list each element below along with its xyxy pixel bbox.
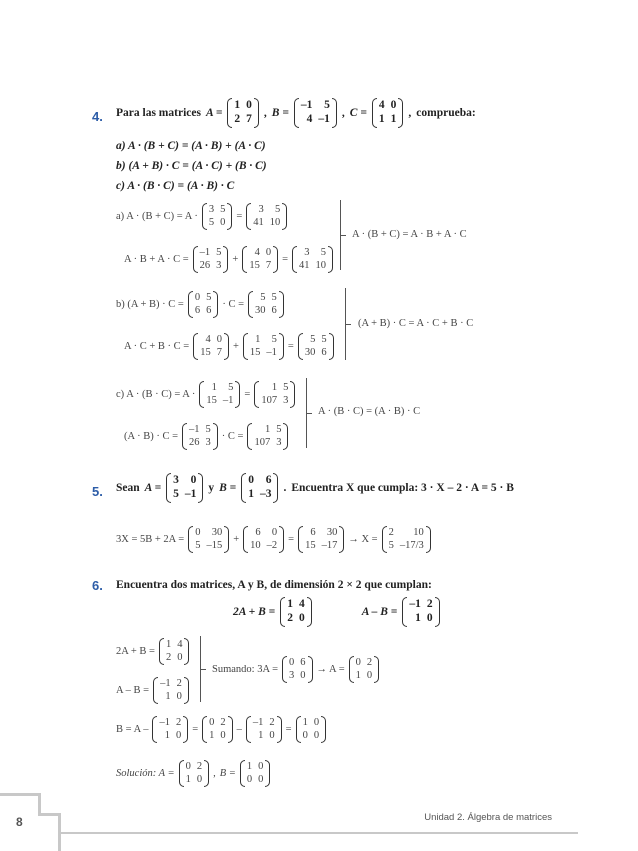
matrix-cell: 1 <box>264 424 271 435</box>
result-c: A · (B · C) = (A · B) · C <box>318 406 421 417</box>
matrix-cell: 2 <box>175 717 182 728</box>
matrix-cell: 0 <box>246 773 253 785</box>
matrix-cell: –15 <box>206 539 223 551</box>
matrix-cell: 1 <box>287 598 293 610</box>
matrix-cell: 4 <box>254 247 260 258</box>
matrix-cell: –1 <box>160 678 171 689</box>
matrix-cell: 1 <box>211 382 217 393</box>
matrix-cell: 15 <box>206 394 217 406</box>
matrix-cell: 0 <box>196 773 203 785</box>
matrix-cell: –17 <box>321 539 338 551</box>
matrix-B <box>241 474 278 502</box>
matrix-cell: 3 <box>216 259 222 271</box>
footer-decoration <box>38 813 60 816</box>
matrix-cell: 0 <box>271 527 278 538</box>
matrix-cell: 0 <box>355 657 361 668</box>
matrix-cell: 5 <box>310 334 316 345</box>
matrix-A <box>227 99 259 127</box>
matrix-cell: 5 <box>321 334 327 345</box>
matrix-cell: 1 <box>165 690 171 702</box>
matrix-cell: 1 <box>355 669 361 681</box>
matrix-cell: –1 <box>199 247 211 258</box>
matrix <box>298 334 334 359</box>
matrix-A <box>179 761 210 786</box>
matrix-cell: 0 <box>248 474 254 486</box>
matrix-cell: 30 <box>255 304 266 316</box>
sum-arrow: → A = <box>316 664 345 676</box>
matrix-cell: 0 <box>366 669 373 681</box>
matrix-cell: 30 <box>326 527 338 538</box>
matrix-cell: 0 <box>220 729 226 741</box>
matrix-cell: 0 <box>176 690 182 702</box>
matrix-cell: 4 <box>177 639 183 650</box>
matrix-cell: –1 <box>318 112 330 125</box>
brace-a <box>340 200 341 270</box>
matrix-cell: 3 <box>289 669 295 681</box>
solution-a-lhs2: A · B + A · C = <box>124 254 189 266</box>
matrix-cell: 0 <box>313 729 320 741</box>
matrix <box>280 598 312 626</box>
matrix-cell: 4 <box>205 334 211 345</box>
solution-a-line2: A · B + A · C = –1 5 26 3 + 4 0 15 7 = 3 5 41 10 <box>124 247 333 272</box>
matrix-cell: 107 <box>254 436 271 448</box>
solution-c-line1: c) A · (B · C) = A · 1 5 15 –1 = 1 5 107 3 <box>116 382 295 407</box>
matrix-A <box>166 474 203 502</box>
solution-b-mid: · C = <box>222 299 245 311</box>
matrix-cell: 10 <box>250 539 261 551</box>
b-lhs: B = A – <box>116 724 149 736</box>
eq1-label: 2A + B = <box>233 605 276 618</box>
matrix-cell: 7 <box>216 346 222 358</box>
solution-a-lhs: a) A · (B + C) = A · <box>116 211 198 223</box>
matrix-cell: 7 <box>246 112 252 125</box>
unit-title: Unidad 2. Álgebra de matrices <box>424 812 552 823</box>
problem-5-number: 5. <box>92 484 103 499</box>
system-eq1: 2A + B = <box>116 646 155 658</box>
matrix-cell: 6 <box>300 657 306 668</box>
matrix-cell: 10 <box>413 527 424 538</box>
matrix-cell: 0 <box>302 729 308 741</box>
result-a: A · (B + C) = A · B + A · C <box>352 229 467 240</box>
matrix-cell: –1 <box>184 487 197 500</box>
problem-4-number: 4. <box>92 109 103 124</box>
solution-line: Solución: A = 0 2 1 0 , B = 1 0 0 0 <box>116 761 270 786</box>
sum-label: Sumando: 3A = <box>212 664 279 676</box>
matrix-cell: 3 <box>173 474 179 486</box>
matrix-cell: 0 <box>269 729 275 741</box>
brace-b <box>345 288 346 360</box>
matrix-cell: 5 <box>271 292 277 303</box>
matrix-cell: –3 <box>259 487 272 500</box>
eq2-label: A – B = <box>361 605 398 618</box>
matrix-cell: 0 <box>258 773 264 785</box>
matrix <box>182 424 218 449</box>
problem-5-y: y <box>208 481 215 494</box>
matrix <box>254 382 295 407</box>
problem-5-arrow: → X = <box>348 534 378 546</box>
system-eq2: A – B = <box>116 685 150 697</box>
matrix-cell: 5 <box>220 204 226 215</box>
matrix-cell: 0 <box>220 216 226 228</box>
solution-b-line1 <box>116 292 284 317</box>
matrix-cell: 5 <box>388 539 394 551</box>
matrix-cell: 3 <box>208 204 215 215</box>
matrix <box>402 598 439 626</box>
matrix <box>199 382 240 407</box>
matrix <box>243 527 284 552</box>
matrix-cell: 1 <box>271 382 278 393</box>
matrix-cell: 1 <box>164 729 170 741</box>
solution-label: Solución: A = <box>116 768 175 780</box>
matrix-cell: 1 <box>248 487 254 500</box>
matrix-cell: 26 <box>199 259 211 271</box>
page-number: 8 <box>16 815 23 829</box>
matrix <box>193 247 229 272</box>
matrix-cell: 0 <box>246 99 252 111</box>
sum-line <box>212 657 379 682</box>
matrix-cell: 5 <box>276 424 282 435</box>
matrix-cell: –2 <box>266 539 278 551</box>
matrix-cell: 1 <box>378 112 385 125</box>
brace-system <box>200 636 201 702</box>
matrix-cell: 3 <box>205 436 211 448</box>
matrix-cell: 6 <box>194 304 201 316</box>
matrix-cell: 15 <box>200 346 211 358</box>
matrix <box>202 204 233 229</box>
matrix <box>296 717 327 742</box>
matrix-cell: 1 <box>390 112 397 125</box>
problem-5-lhs: 3X = 5B + 2A = <box>116 534 185 546</box>
matrix-cell: 15 <box>249 259 260 271</box>
problem-4-end: comprueba: <box>416 106 476 119</box>
matrix <box>246 204 287 229</box>
matrix-cell: 30 <box>304 346 316 358</box>
b-computation: B = A – –1 2 1 0 = 0 2 1 0 – –1 2 1 0 = 1 0 0 0 <box>116 717 326 742</box>
matrix-cell: 2 <box>176 678 182 689</box>
matrix-cell: 0 <box>300 669 306 681</box>
system-line1 <box>116 639 189 664</box>
matrix-cell: 2 <box>165 651 172 663</box>
matrix-cell: 5 <box>260 292 266 303</box>
matrix-cell: 1 <box>185 773 191 785</box>
brace-c <box>306 378 307 448</box>
matrix-B <box>294 99 337 127</box>
solution-b-label: B = <box>219 768 236 780</box>
matrix-cell: 0 <box>265 247 272 258</box>
problem-5-statement: Sean A = 3 0 5 –1 y B = 0 6 1 –3 . Encuentra X que cumpla: 3 · X – 2 · A = 5 · B <box>116 474 514 500</box>
matrix-cell: 2 <box>426 598 433 610</box>
matrix-cell: 26 <box>189 436 200 448</box>
matrix-cell: –1 <box>159 717 170 728</box>
matrix-cell: 2 <box>366 657 373 668</box>
matrix-X <box>382 527 431 552</box>
matrix-cell: 2 <box>287 611 293 624</box>
matrix-cell: 5 <box>206 292 212 303</box>
item-c: c) A · (B · C) = (A · B) · C <box>116 180 235 192</box>
footer-decoration <box>38 793 41 815</box>
matrix-cell: 2 <box>269 717 275 728</box>
matrix-cell: 0 <box>194 292 201 303</box>
matrix-cell: 107 <box>261 394 278 406</box>
label-C: C = <box>349 106 367 119</box>
matrix-cell: 7 <box>265 259 272 271</box>
item-b: b) (A + B) · C = (A · C) + (B · C) <box>116 160 267 172</box>
matrix-C <box>372 99 404 127</box>
matrix-cell: 5 <box>205 424 211 435</box>
matrix-cell: 0 <box>175 729 182 741</box>
solution-c-lhs: c) A · (B · C) = A · <box>116 389 196 401</box>
item-a: a) A · (B + C) = (A · B) + (A · C) <box>116 140 266 152</box>
matrix-cell: –17/3 <box>399 539 424 551</box>
matrix <box>188 292 219 317</box>
matrix-cell: 1 <box>234 99 241 111</box>
matrix-cell: 3 <box>276 436 282 448</box>
label-A: A = <box>205 106 223 119</box>
matrix <box>202 717 233 742</box>
label-B: B = <box>271 106 289 119</box>
matrix-cell: 1 <box>255 334 261 345</box>
matrix-cell: 6 <box>265 474 272 486</box>
matrix-cell: 4 <box>298 598 305 610</box>
matrix-cell: 5 <box>320 247 326 258</box>
system-line2 <box>116 678 189 703</box>
matrix-cell: 0 <box>258 761 264 772</box>
matrix-cell: 10 <box>269 216 281 228</box>
matrix-cell: 1 <box>415 611 421 624</box>
matrix-cell: 0 <box>289 657 295 668</box>
result-b: (A + B) · C = A · C + B · C <box>358 318 474 329</box>
matrix-cell: 41 <box>253 216 264 228</box>
matrix-cell: –1 <box>300 99 313 111</box>
matrix-cell: 5 <box>283 382 289 393</box>
matrix-A <box>349 657 380 682</box>
matrix-cell: 3 <box>258 204 264 215</box>
matrix-cell: 1 <box>246 761 253 772</box>
matrix <box>282 657 313 682</box>
problem-5-sean: Sean <box>116 481 140 494</box>
matrix <box>246 717 282 742</box>
matrix-cell: 5 <box>324 99 330 111</box>
matrix-cell: 0 <box>195 527 201 538</box>
problem-5-solution: 3X = 5B + 2A = 0 30 5 –15 + 6 0 10 –2 = 6 30 15 –17 → X = 2 10 5 –17/3 <box>116 527 431 552</box>
matrix-cell: 5 <box>228 382 234 393</box>
matrix-cell: 6 <box>310 527 316 538</box>
matrix-cell: 0 <box>390 99 397 111</box>
matrix <box>152 717 188 742</box>
footer-decoration <box>0 793 40 796</box>
solution-a-line1: a) A · (B + C) = A · 3 5 5 0 = 3 5 41 10 <box>116 204 287 229</box>
matrix <box>248 292 284 317</box>
matrix-cell: 3 <box>283 394 289 406</box>
solution-b-line2: A · C + B · C = 4 0 15 7 + 1 5 15 –1 = 5 5 30 6 <box>124 334 334 359</box>
matrix-cell: 2 <box>220 717 226 728</box>
matrix <box>243 334 284 359</box>
matrix-cell: 2 <box>196 761 203 772</box>
matrix-cell: 41 <box>299 259 310 271</box>
matrix-cell: 0 <box>185 761 191 772</box>
matrix <box>292 247 333 272</box>
matrix-cell: 1 <box>258 729 264 741</box>
problem-6-equations <box>233 598 440 626</box>
matrix-cell: 1 <box>302 717 308 728</box>
matrix-cell: –1 <box>252 717 264 728</box>
matrix-cell: 5 <box>173 487 179 500</box>
matrix <box>188 527 229 552</box>
matrix-cell: 10 <box>315 259 326 271</box>
matrix-cell: 5 <box>216 247 222 258</box>
problem-5-task: Encuentra X que cumpla: 3 · X – 2 · A = 5 · B <box>291 481 514 494</box>
matrix-cell: –1 <box>189 424 200 435</box>
solution-c-lhs2: (A · B) · C = <box>124 431 179 443</box>
problem-6-title: Encuentra dos matrices, A y B, de dimensión 2 × 2 que cumplan: <box>116 579 432 591</box>
matrix-cell: 5 <box>195 539 201 551</box>
matrix-cell: 2 <box>388 527 394 538</box>
matrix-cell: 0 <box>313 717 320 728</box>
matrix-cell: 1 <box>209 729 215 741</box>
matrix-cell: 3 <box>304 247 310 258</box>
matrix-cell: 5 <box>275 204 281 215</box>
matrix-cell: 6 <box>255 527 261 538</box>
problem-6-number: 6. <box>92 578 103 593</box>
matrix-cell: 2 <box>234 112 241 125</box>
matrix-cell: 0 <box>426 611 433 624</box>
footer-rule <box>58 832 578 834</box>
matrix-cell: 0 <box>177 651 183 663</box>
matrix-cell: 4 <box>306 112 313 125</box>
matrix-cell: 1 <box>165 639 172 650</box>
matrix-cell: 5 <box>208 216 215 228</box>
matrix-cell: 15 <box>305 539 316 551</box>
matrix-cell: 15 <box>249 346 261 358</box>
matrix-cell: 6 <box>206 304 212 316</box>
matrix <box>298 527 344 552</box>
problem-4-statement: Para las matrices A = 1 0 2 7 , B = –1 5 4 –1 , C = 4 0 1 1 , comprueba: <box>116 99 476 125</box>
matrix <box>247 424 288 449</box>
matrix-cell: –1 <box>266 346 277 358</box>
solution-b-lhs: b) (A + B) · C = <box>116 299 184 311</box>
matrix-cell: 0 <box>298 611 305 624</box>
matrix-cell: 4 <box>378 99 385 111</box>
matrix <box>193 334 229 359</box>
matrix-cell: 0 <box>209 717 215 728</box>
matrix-cell: –1 <box>409 598 421 610</box>
matrix-cell: 6 <box>271 304 277 316</box>
matrix-cell: –1 <box>222 394 234 406</box>
matrix <box>153 678 189 703</box>
solution-c-mid: · C = <box>221 431 244 443</box>
problem-4-intro: Para las matrices <box>116 106 201 119</box>
matrix-cell: 6 <box>321 346 327 358</box>
solution-b-lhs2: A · C + B · C = <box>124 341 190 353</box>
matrix <box>242 247 278 272</box>
solution-c-line2 <box>124 424 288 449</box>
matrix-cell: 30 <box>211 527 223 538</box>
matrix <box>159 639 190 664</box>
matrix-B <box>240 761 271 786</box>
matrix-cell: 0 <box>216 334 222 345</box>
matrix-cell: 5 <box>271 334 277 345</box>
matrix-cell: 0 <box>190 474 197 486</box>
